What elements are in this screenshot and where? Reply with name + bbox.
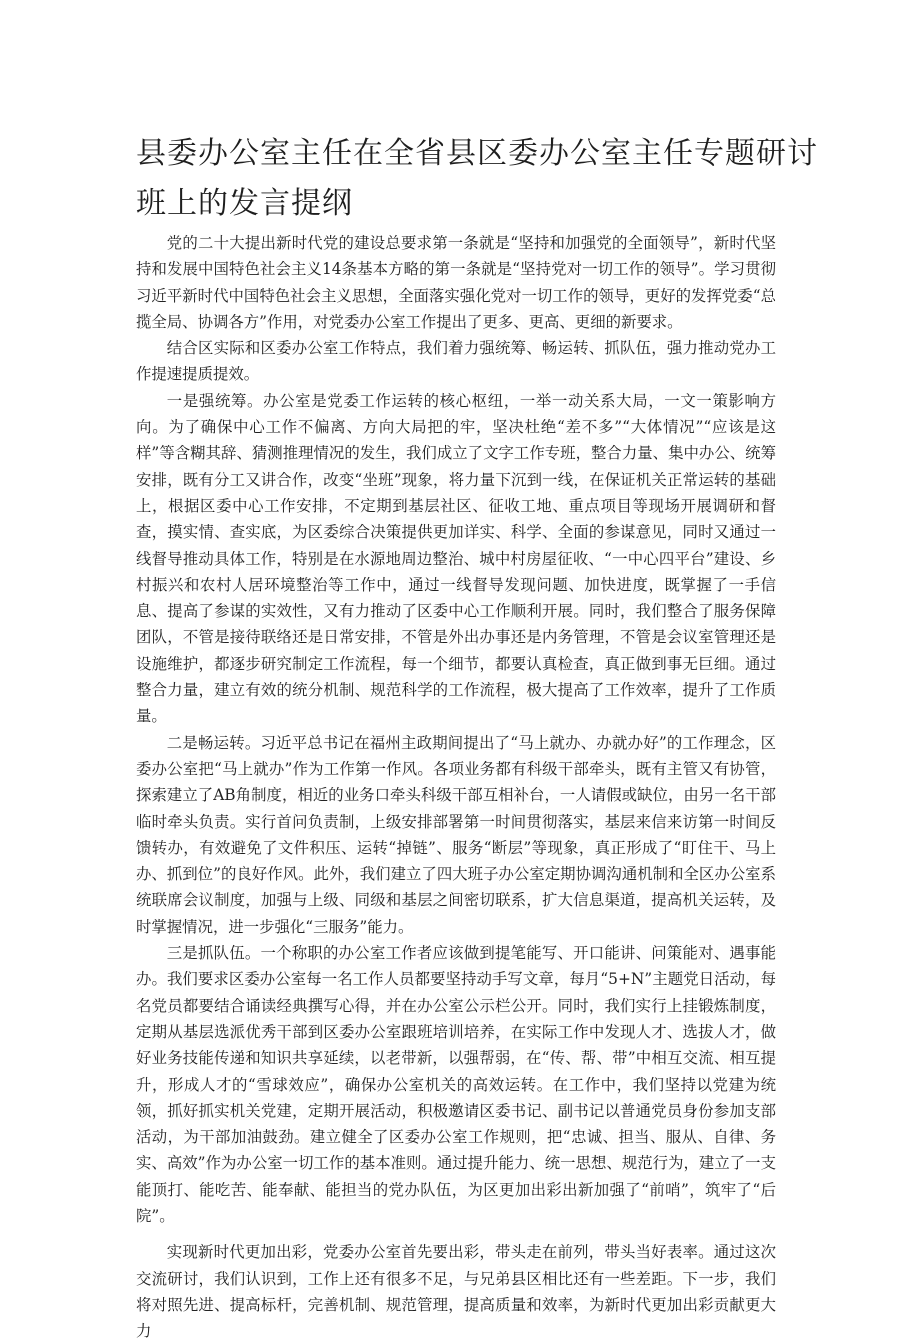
paragraph-intro: 党的二十大提出新时代党的建设总要求第一条就是“坚持和加强党的全面领导”，新时代坚持和发展中国特色社会主义14条基本方略的第一条就是“坚持党对一切工作的领导”。学习贯彻习近平新时代中国特色社会主义思想，全面落实强化党对一切工作的领导，更好的发挥党委“总揽全局、协调各方”作用，对党委办公室工作提出了更多、更高、更细的新要求。 [136, 234, 776, 331]
paragraph-conclusion: 实现新时代更加出彩，党委办公室首先要出彩，带头走在前列，带头当好表率。通过这次交流研讨，我们认识到，工作上还有很多不足，与兄弟县区相比还有一些差距。下一步，我们将对照先进、提高标杆，完善机制、规范管理，提高质量和效率，为新时代更加出彩贡献更大力 [136, 1243, 776, 1341]
document-body [136, 230, 776, 1344]
paragraph-operation: 二是畅运转。习近平总书记在福州主政期间提出了“马上就办、办就办好”的工作理念，区委办公室把“马上就办”作为工作第一作风。各项业务都有科级干部牵头，既有主管又有协管，探索建立了AB角制度，相近的业务口牵头科级干部互相补台，一人请假或缺位，由另一名干部临时牵头负责。实行首问负责制，上级安排部署第一时间贯彻落实，基层来信来访第一时间反馈转办，有效避免了文件积压、运转“掉链”、服务“断层”等现象，真正形成了“盯住干、马上办、抓到位”的良好作风。此外，我们建立了四大班子办公室定期协调沟通机制和全区办公室系统联席会议制度，加强与上级、同级和基层之间密切联系，扩大信息渠道，提高机关运转，及时掌握情况，进一步强化“三服务”能力。 [136, 733, 776, 936]
document-title-line-1: 县委办公室主任在全省县区委办公室主任专题研讨 [136, 136, 818, 171]
paragraph-coordination: 一是强统筹。办公室是党委工作运转的核心枢纽，一举一动关系大局，一文一策影响方向。为了确保中心工作不偏离、方向大局把的牢，坚决杜绝“差不多”“大体情况”“应该是这样”等含糊其辞、猜测推理情况的发生，我们成立了文字工作专班，整合力量、集中办公、统筹安排，既有分工又讲合作，改变“坐班”现象，将力量下沉到一线，在保证机关正常运转的基础上，根据区委中心工作安排，不定期到基层社区、征收工地、重点项目等现场开展调研和督查，摸实情、查实底，为区委综合决策提供更加详实、科学、全面的参谋意见，同时又通过一线督导推动具体工作，特别是在水源地周边整治、城中村房屋征收、“一中心四平台”建设、乡村振兴和农村人居环境整治等工作中，通过一线督导发现问题、加快进度，既掌握了一手信息、提高了参谋的实效性，又有力推动了区委中心工作顺利开展。同时，我们整合了服务保障团队，不管是接待联络还是日常安排，不管是外出办事还是内务管理，不管是会议室管理还是设施维护，都逐步研究制定工作流程，每一个细节，都要认真检查，真正做到事无巨细。通过整合力量，建立有效的统分机制、规范科学的工作流程，极大提高了工作效率，提升了工作质量。 [136, 391, 776, 726]
paragraph-team: 三是抓队伍。一个称职的办公室工作者应该做到提笔能写、开口能讲、问策能对、遇事能办。我们要求区委办公室每一名工作人员都要坚持动手写文章，每月“5+N”主题党日活动，每名党员都要结合诵读经典撰写心得，并在办公室公示栏公开。同时，我们实行上挂锻炼制度，定期从基层选派优秀干部到区委办公室跟班培训培养，在实际工作中发现人才、选拔人才，做好业务技能传递和知识共享延续，以老带新，以强帮弱，在“传、帮、带”中相互交流、相互提升，形成人才的“雪球效应”，确保办公室机关的高效运转。在工作中，我们坚持以党建为统领，抓好抓实机关党建，定期开展活动，积极邀请区委书记、副书记以普通党员身份参加支部活动，为干部加油鼓劲。建立健全了区委办公室工作规则，把“忠诚、担当、服从、自律、务实、高效”作为办公室一切工作的基本准则。通过提升能力、统一思想、规范行为，建立了一支能顶打、能吃苦、能奉献、能担当的党办队伍，为区更加出彩出新加强了“前哨”，筑牢了“后院”。 [136, 944, 776, 1225]
document-title-line-2: 班上的发言提纲 [136, 186, 353, 221]
paragraph-overview: 结合区实际和区委办公室工作特点，我们着力强统筹、畅运转、抓队伍，强力推动党办工作提速提质提效。 [136, 339, 776, 384]
